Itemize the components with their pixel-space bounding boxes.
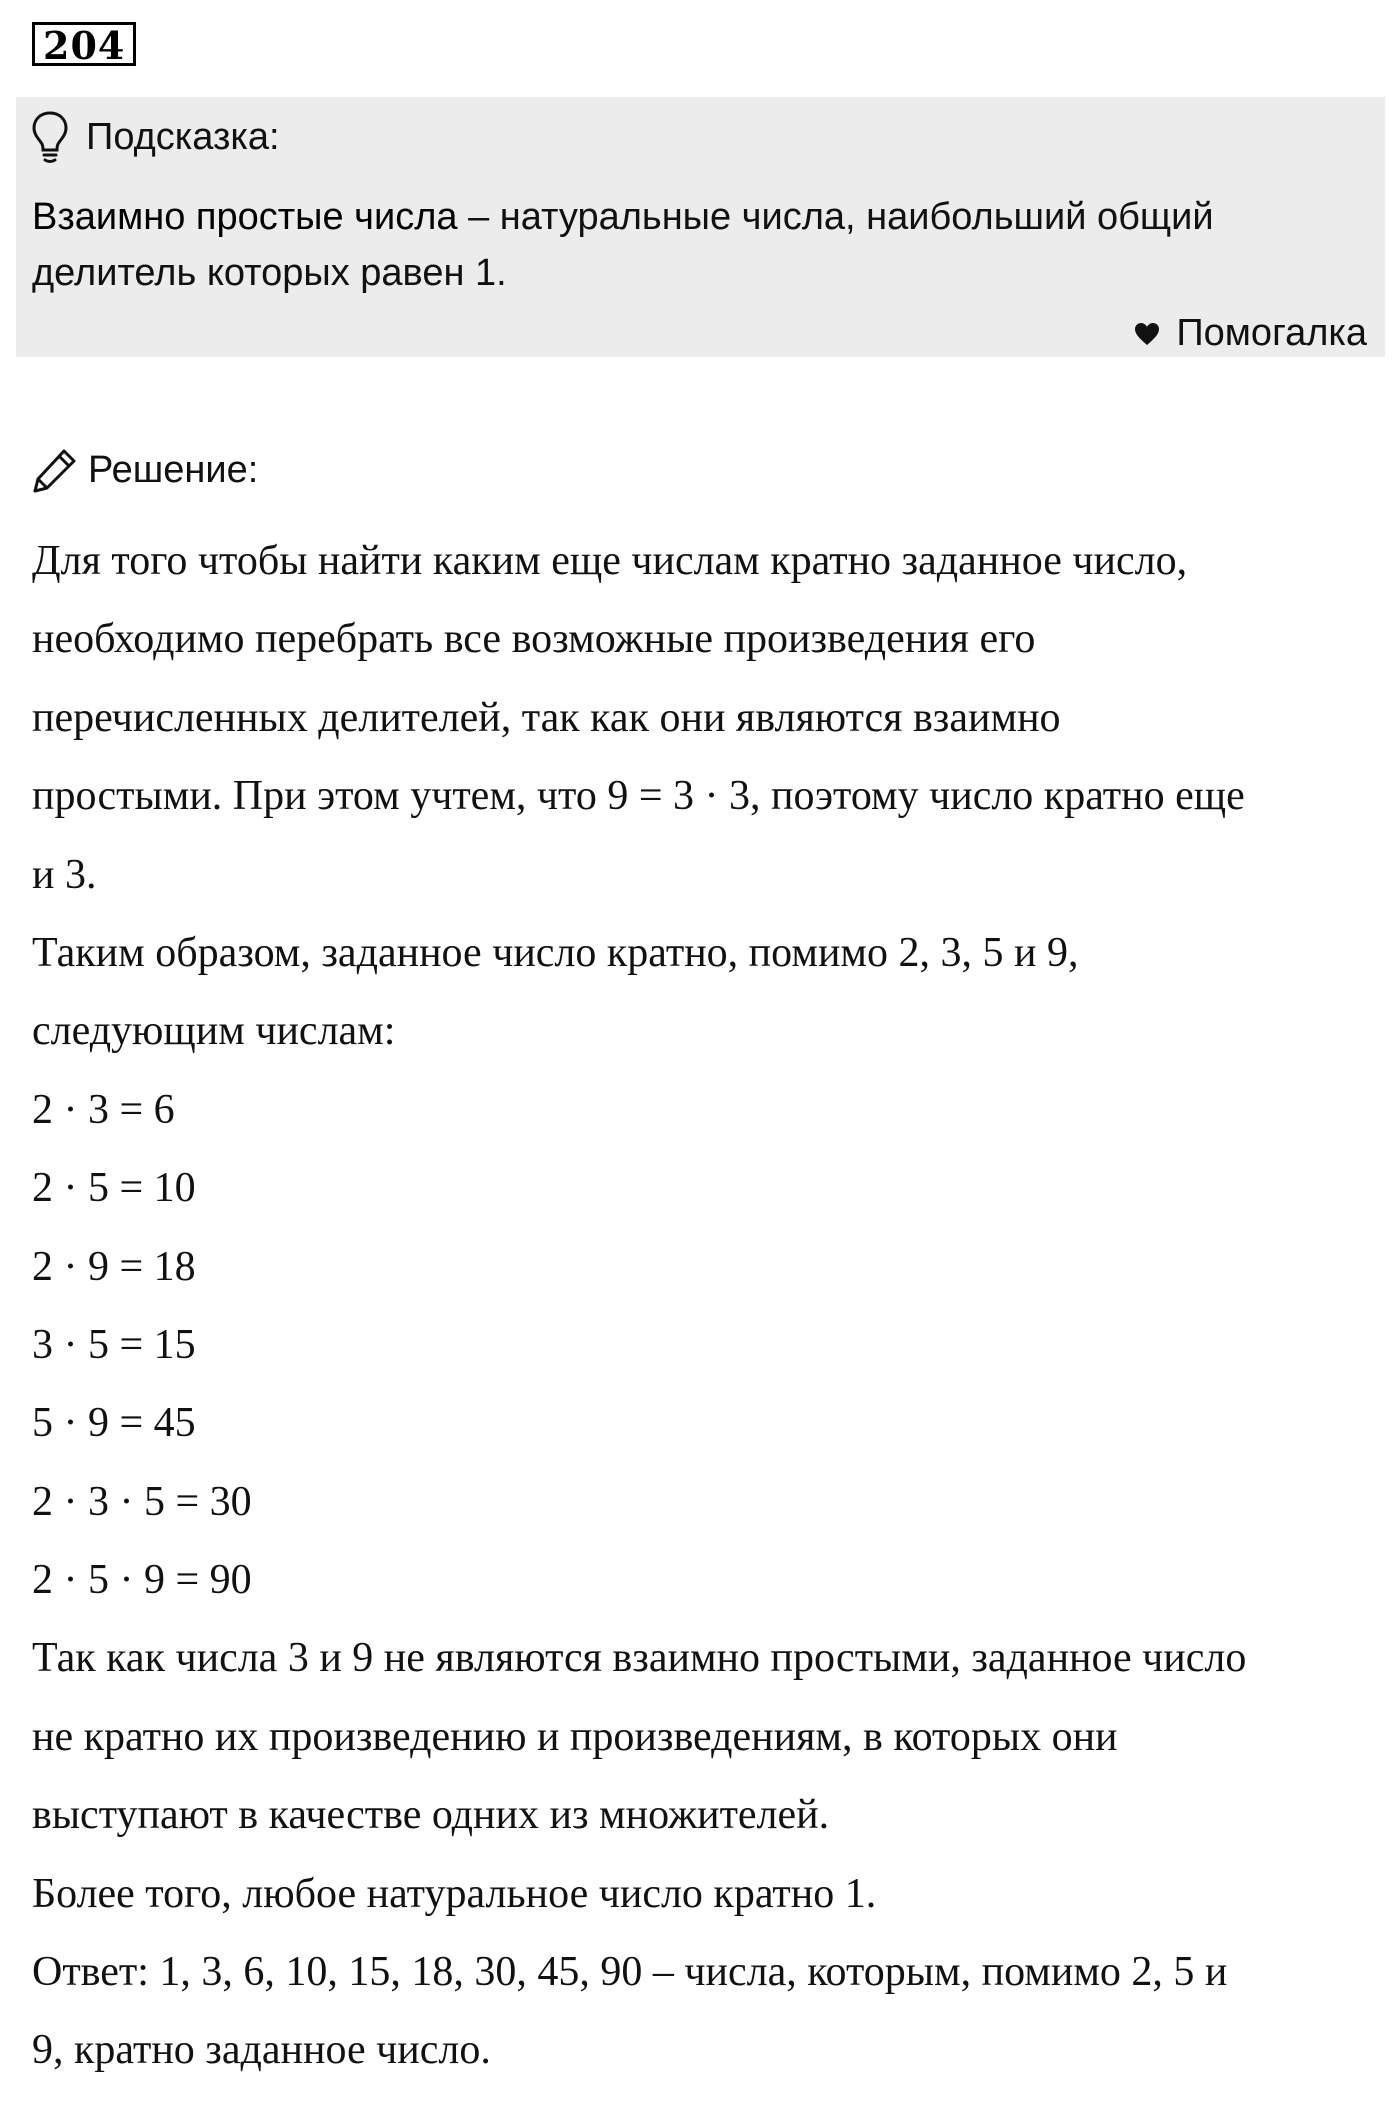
solution-line: 9, кратно заданное число. xyxy=(32,2027,491,2074)
solution-line: необходимо перебрать все возможные произведения его xyxy=(32,616,1036,663)
pencil-icon xyxy=(32,447,78,493)
hint-title: Подсказка: xyxy=(86,115,280,158)
heart-icon xyxy=(1134,322,1160,346)
solution-line: Таким образом, заданное число кратно, помимо 2, 3, 5 и 9, xyxy=(32,929,1079,976)
solution-line: 3 · 5 = 15 xyxy=(32,1321,196,1368)
lightbulb-icon xyxy=(30,110,70,164)
solution-line: Более того, любое натуральное число кратно 1. xyxy=(32,1870,877,1917)
solution-line: не кратно их произведению и произведениям, в которых они xyxy=(32,1713,1118,1760)
solution-line: Так как числа 3 и 9 не являются взаимно простыми, заданное число xyxy=(32,1635,1247,1682)
hint-definition-line2: делитель которых равен 1. xyxy=(32,252,507,294)
solution-line: перечисленных делителей, так как они являются взаимно xyxy=(32,694,1061,741)
hint-definition xyxy=(32,189,1352,301)
helper-credit-label: Помогалка xyxy=(1176,312,1367,354)
helper-credit xyxy=(1134,312,1367,355)
solution-line: следующим числам: xyxy=(32,1008,396,1055)
solution-header xyxy=(32,440,258,500)
hint-term: Взаимно простые числа xyxy=(32,196,458,238)
solution-line: выступают в качестве одних из множителей. xyxy=(32,1792,830,1839)
hint-definition-line1: – натуральные числа, наибольший общий xyxy=(457,196,1214,238)
solution-line: 2 · 3 · 5 = 30 xyxy=(32,1478,252,1525)
solution-line: и 3. xyxy=(32,851,97,898)
task-number: 204 xyxy=(32,22,136,66)
solution-line: 2 · 5 · 9 = 90 xyxy=(32,1557,252,1604)
solution-line: Ответ: 1, 3, 6, 10, 15, 18, 30, 45, 90 – числа, которым, помимо 2, 5 и xyxy=(32,1949,1228,1996)
solution-line: 5 · 9 = 45 xyxy=(32,1400,196,1447)
hint-box xyxy=(16,97,1385,357)
solution-line: Для того чтобы найти каким еще числам кратно заданное число, xyxy=(32,538,1188,584)
hint-header xyxy=(30,107,280,167)
solution-line: простыми. При этом учтем, что 9 = 3 · 3, поэтому число кратно еще xyxy=(32,773,1245,820)
solution-body xyxy=(32,522,1372,2090)
solution-line: 2 · 3 = 6 xyxy=(32,1086,175,1133)
solution-line: 2 · 5 = 10 xyxy=(32,1165,196,1212)
solution-line: 2 · 9 = 18 xyxy=(32,1243,196,1290)
solution-title: Решение: xyxy=(88,448,259,491)
